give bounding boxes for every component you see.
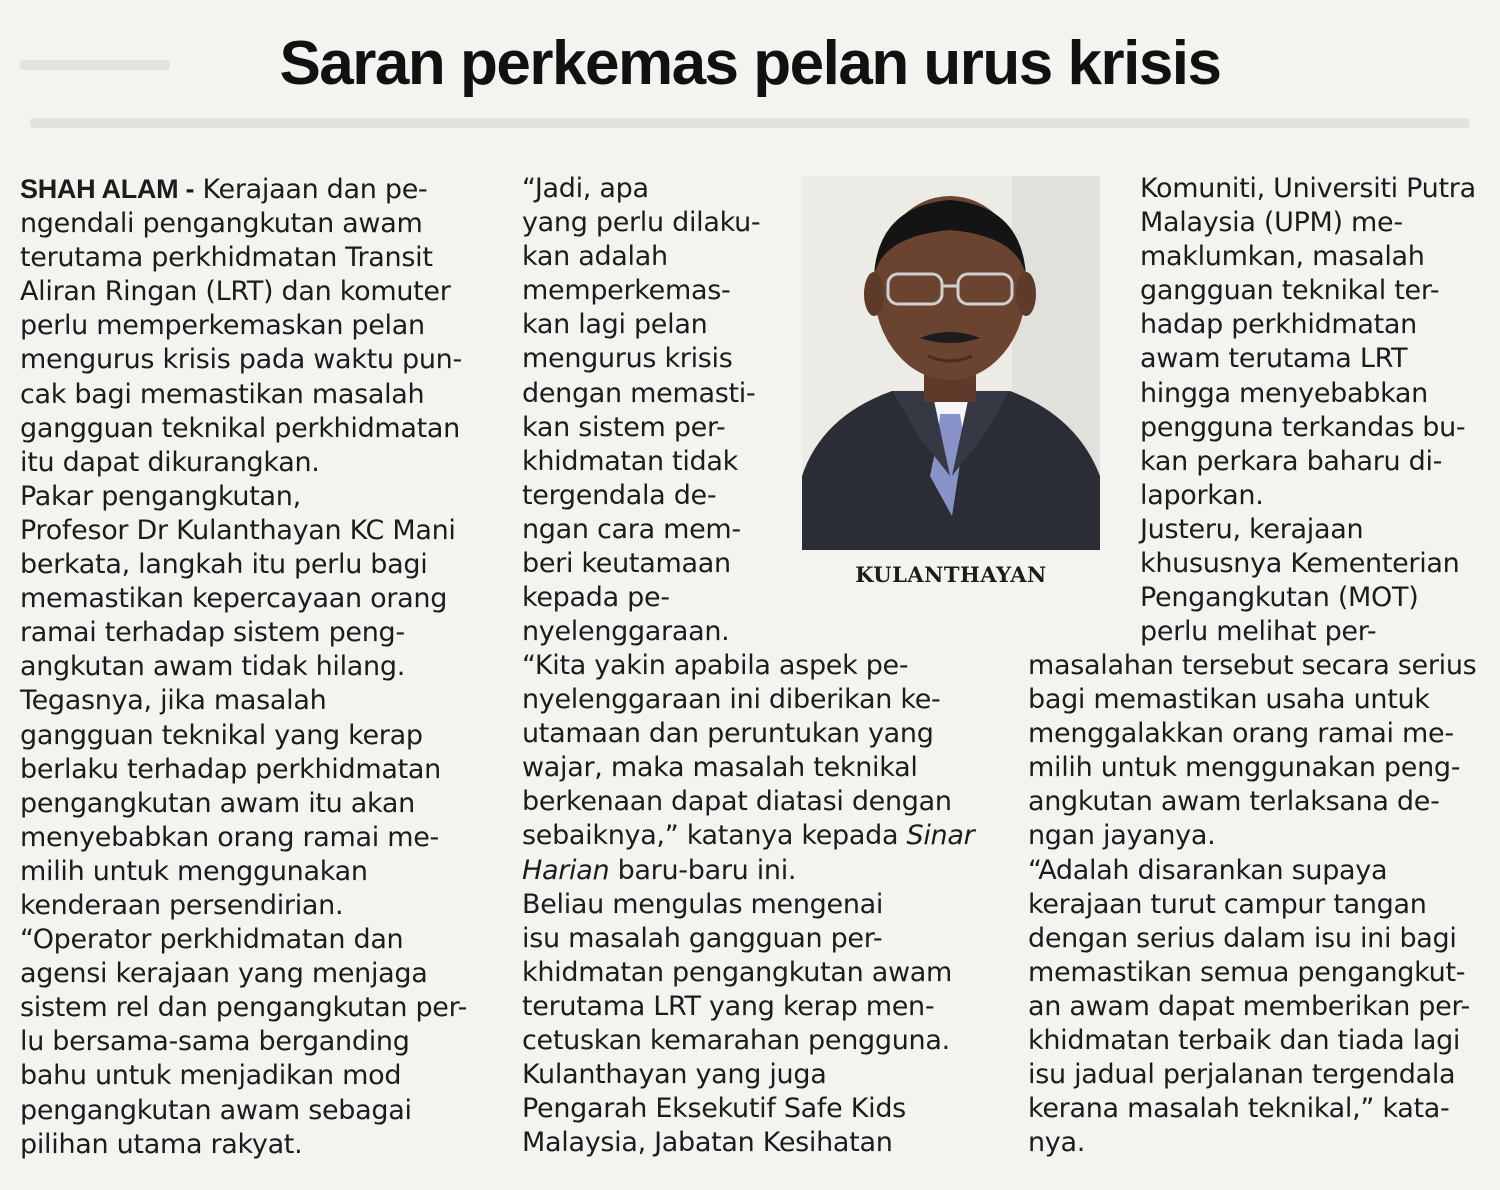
photo-caption: KULANTHAYAN [855,562,1047,587]
column-2-lower [522,649,978,1160]
bleed-through-text [30,118,1470,128]
column-2-beside-photo: “Jadi, apa yang perlu dilaku- kan adalah memperkemas- kan lagi pelan mengurus krisis dengan memasti- kan sistem per- khidmatan tidak tergendala de- ngan cara mem- beri keutamaan kepada pe- nyelenggaraan. [522,173,761,648]
column-3-lower: masalahan tersebut secara serius bagi memastikan usaha untuk menggalakkan orang ramai me- milih untuk menggunakan peng- angkutan awam terlaksana de- ngan jayanya. “Adalah disarankan supaya kerajaan turut campur tangan dengan serius dalam isu ini bagi memastikan semua pengangkut- an awam dapat memberikan per- khidmatan terbaik dan tiada lagi isu jadual perjalanan tergendala kerana masalah teknikal,” kata- nya. [1028,650,1477,1159]
column-1-body: Kerajaan dan pe- ngendali pengangkutan awam terutama perkhidmatan Transit Aliran Ringan (LRT) dan komuter perlu memperkemaskan pelan mengurus krisis pada waktu pun- cak bagi memastikan masalah gangguan teknikal perkhidmatan itu dapat dikurangkan. Pakar pengangkutan, Profesor Dr Kulanthayan KC Mani berkata, langkah itu perlu bagi memastikan kepercayaan orang ramai terhadap sistem peng- angkutan awam tidak hilang. Tegasnya, jika masalah gangguan teknikal yang kerap berlaku terhadap perkhidmatan pengangkutan awam itu akan menyebabkan orang ramai me- milih untuk menggunakan kenderaan persendirian. “Operator perkhidmatan dan agensi kerajaan yang menjaga sistem rel dan pengangkutan per- lu bersama-sama berganding bahu untuk menjadikan mod pengangkutan awam sebagai pilihan utama rakyat. [20,174,468,1160]
column-3-beside-photo: Komuniti, Universiti Putra Malaysia (UPM) me- maklumkan, masalah gangguan teknikal ter- hadap perkhidmatan awam terutama LRT hingga menyebabkan pengguna terkandas bu- kan perkara baharu di- laporkan. Justeru, kerajaan khususnya Kementerian Pengangkutan (MOT) perlu melihat per- [1140,173,1476,648]
headline: Saran perkemas pelan urus krisis [279,29,1221,98]
publication-name-part-1: Sinar [906,820,975,852]
publication-name-part-2: Harian [522,854,610,886]
column-2-lower-body-b: baru-baru ini. Beliau mengulas mengenai isu masalah gangguan per- khidmatan pengangkutan awam terutama LRT yang kerap men- cetuskan kemarahan pengguna. Kulanthayan yang juga Pengarah Eksekutif Safe Kids Malaysia, Jabatan Kesihatan [522,854,952,1159]
column-2-lower-body-a: “Kita yakin apabila aspek pe- nyelenggaraan ini diberikan ke- utamaan dan peruntukan yang wajar, maka masalah teknikal berkenaan dapat diatasi dengan sebaiknya,” katanya kepada [522,650,952,852]
portrait-photo [802,176,1100,550]
portrait-illustration [802,176,1100,550]
column-1 [20,172,475,1162]
dateline: SHAH ALAM - [20,174,195,204]
